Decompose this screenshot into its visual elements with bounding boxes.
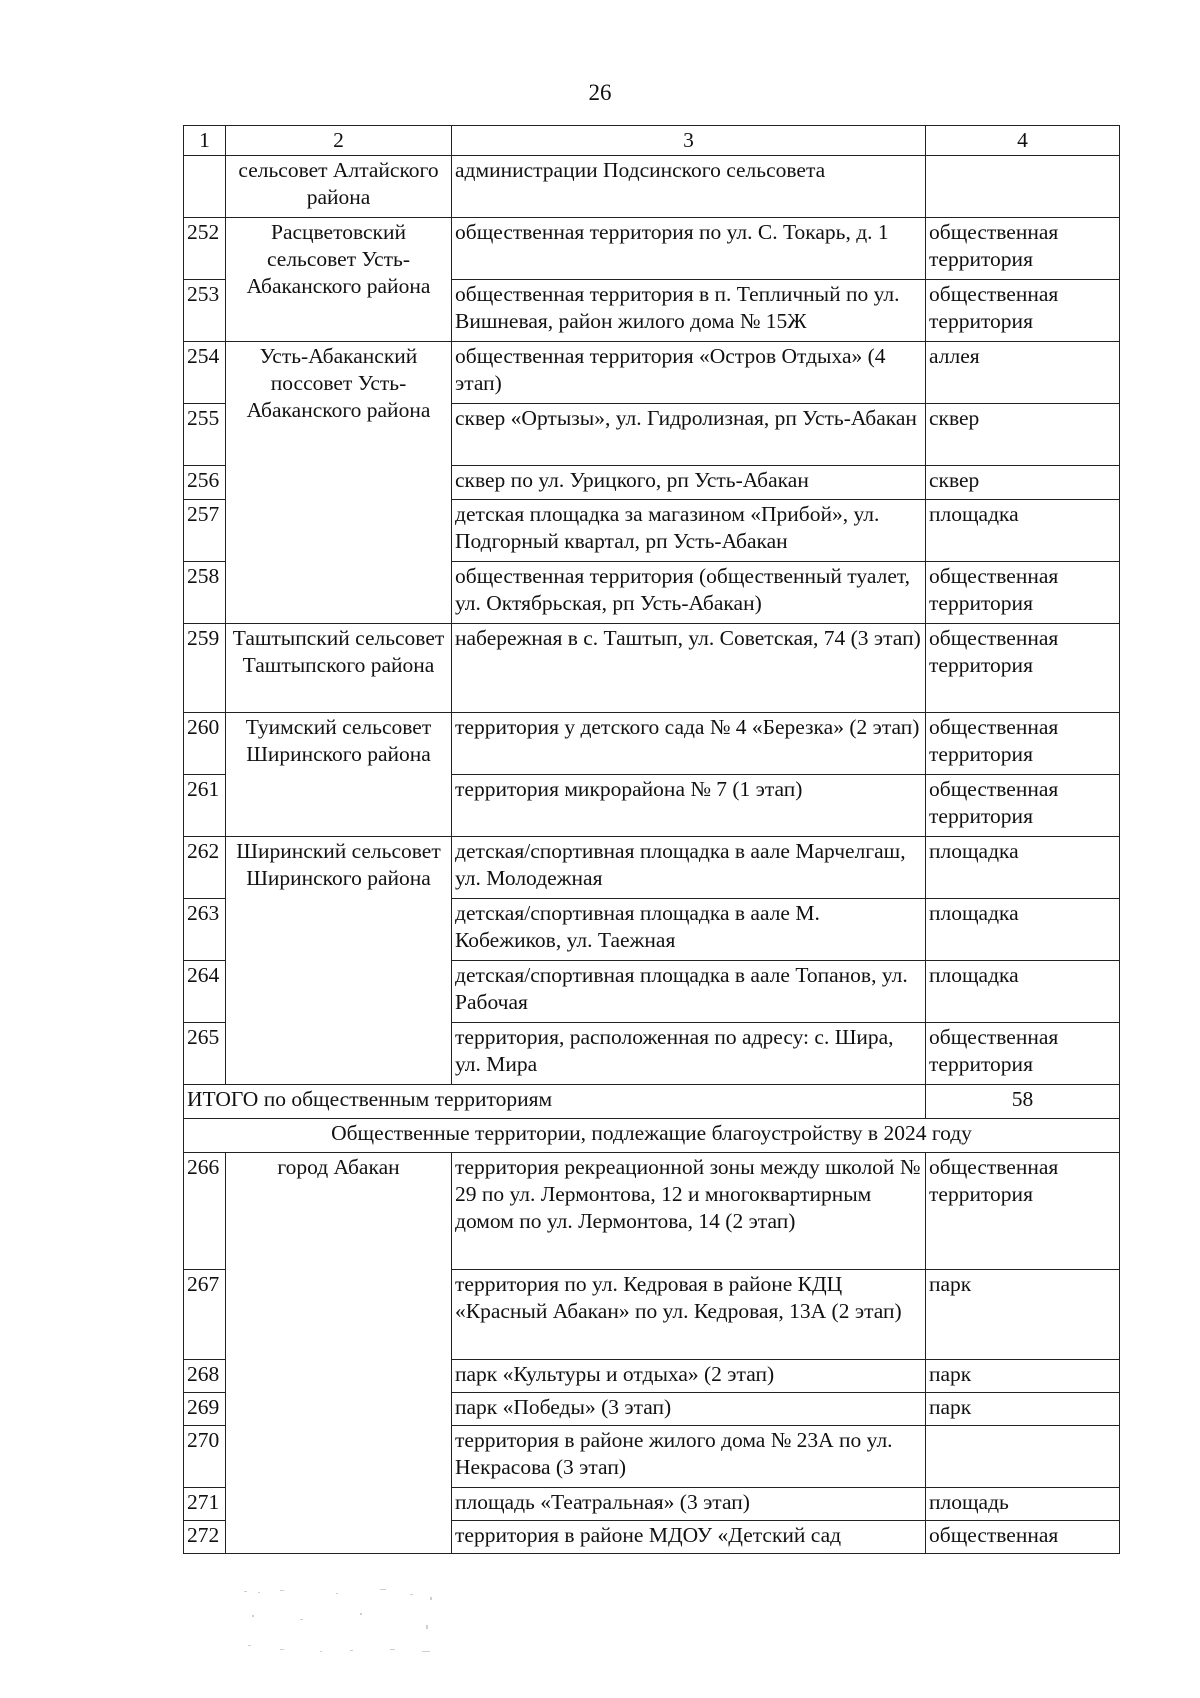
row-number: 271 (184, 1488, 226, 1521)
object-cell: администрации Подсинского сельсовета (452, 156, 926, 218)
row-number: 258 (184, 562, 226, 624)
type-cell: общественная территория (926, 624, 1120, 713)
header-col-2: 2 (226, 126, 452, 156)
district-cell: город Абакан (226, 1153, 452, 1554)
district-cell: Ширинский сельсовет Ширинского района (226, 837, 452, 1085)
district-cell: Таштыпский сельсовет Таштыпского района (226, 624, 452, 713)
object-cell: территория, расположенная по адресу: с. Шира, ул. Мира (452, 1023, 926, 1085)
object-cell: территория микрорайона № 7 (1 этап) (452, 775, 926, 837)
row-number: 257 (184, 500, 226, 562)
object-cell: парк «Культуры и отдыха» (2 этап) (452, 1360, 926, 1393)
type-cell: площадка (926, 500, 1120, 562)
row-number: 269 (184, 1393, 226, 1426)
type-cell: площадка (926, 837, 1120, 899)
scan-noise (240, 1585, 455, 1665)
row-number: 266 (184, 1153, 226, 1270)
total-row (184, 1085, 1120, 1119)
row-number: 261 (184, 775, 226, 837)
table-row (184, 624, 1120, 713)
object-cell: детская/спортивная площадка в аале Топанов, ул. Рабочая (452, 961, 926, 1023)
type-cell: парк (926, 1360, 1120, 1393)
type-cell: площадка (926, 899, 1120, 961)
row-number: 254 (184, 342, 226, 404)
header-col-4: 4 (926, 126, 1120, 156)
object-cell: территория в районе МДОУ «Детский сад (452, 1521, 926, 1554)
table-row (184, 837, 1120, 899)
object-cell: детская/спортивная площадка в аале Марчелгаш, ул. Молодежная (452, 837, 926, 899)
object-cell: общественная территория по ул. С. Токарь, д. 1 (452, 218, 926, 280)
object-cell: парк «Победы» (3 этап) (452, 1393, 926, 1426)
object-cell: территория в районе жилого дома № 23А по ул. Некрасова (3 этап) (452, 1426, 926, 1488)
object-cell: территория рекреационной зоны между школой № 29 по ул. Лермонтова, 12 и многоквартирным домом по ул. Лермонтова, 14 (2 этап) (452, 1153, 926, 1270)
row-number: 267 (184, 1270, 226, 1360)
object-cell: детская площадка за магазином «Прибой», ул. Подгорный квартал, рп Усть-Абакан (452, 500, 926, 562)
district-cell: сельсовет Алтайского района (226, 156, 452, 218)
table-row (184, 1153, 1120, 1270)
type-cell: общественная территория (926, 1023, 1120, 1085)
row-number: 260 (184, 713, 226, 775)
object-cell: набережная в с. Таштып, ул. Советская, 74 (3 этап) (452, 624, 926, 713)
district-cell: Расцветовский сельсовет Усть-Абаканского района (226, 218, 452, 342)
type-cell: сквер (926, 404, 1120, 466)
row-number: 265 (184, 1023, 226, 1085)
total-label: ИТОГО по общественным территориям (184, 1085, 926, 1119)
row-number: 253 (184, 280, 226, 342)
district-cell: Усть-Абаканский поссовет Усть-Абаканского района (226, 342, 452, 624)
table-row (184, 218, 1120, 280)
total-value: 58 (926, 1085, 1120, 1119)
objects-table (183, 125, 1120, 1554)
row-number: 264 (184, 961, 226, 1023)
type-cell: общественная территория (926, 775, 1120, 837)
type-cell: парк (926, 1393, 1120, 1426)
row-number: 252 (184, 218, 226, 280)
type-cell (926, 1426, 1120, 1488)
section-title: Общественные территории, подлежащие благоустройству в 2024 году (184, 1119, 1120, 1153)
type-cell: площадь (926, 1488, 1120, 1521)
object-cell: площадь «Театральная» (3 этап) (452, 1488, 926, 1521)
type-cell (926, 156, 1120, 218)
object-cell: общественная территория в п. Тепличный по ул. Вишневая, район жилого дома № 15Ж (452, 280, 926, 342)
object-cell: территория по ул. Кедровая в районе КДЦ «Красный Абакан» по ул. Кедровая, 13А (2 этап) (452, 1270, 926, 1360)
object-cell: сквер «Ортызы», ул. Гидролизная, рп Усть-Абакан (452, 404, 926, 466)
header-col-1: 1 (184, 126, 226, 156)
row-number: 268 (184, 1360, 226, 1393)
type-cell: общественная территория (926, 1153, 1120, 1270)
object-cell: общественная территория (общественный туалет, ул. Октябрьская, рп Усть-Абакан) (452, 562, 926, 624)
table-header-row (184, 126, 1120, 156)
header-col-3: 3 (452, 126, 926, 156)
type-cell: парк (926, 1270, 1120, 1360)
row-number: 263 (184, 899, 226, 961)
row-number: 270 (184, 1426, 226, 1488)
type-cell: общественная (926, 1521, 1120, 1554)
object-cell: детская/спортивная площадка в аале М. Кобежиков, ул. Таежная (452, 899, 926, 961)
type-cell: сквер (926, 466, 1120, 500)
row-number: 272 (184, 1521, 226, 1554)
type-cell: аллея (926, 342, 1120, 404)
page-number: 26 (588, 80, 612, 105)
row-number: 259 (184, 624, 226, 713)
row-number: 262 (184, 837, 226, 899)
table-row (184, 342, 1120, 404)
type-cell: общественная территория (926, 713, 1120, 775)
type-cell: общественная территория (926, 562, 1120, 624)
object-cell: общественная территория «Остров Отдыха» (4 этап) (452, 342, 926, 404)
section-row (184, 1119, 1120, 1153)
row-number: 255 (184, 404, 226, 466)
type-cell: общественная территория (926, 218, 1120, 280)
type-cell: общественная территория (926, 280, 1120, 342)
object-cell: сквер по ул. Урицкого, рп Усть-Абакан (452, 466, 926, 500)
district-cell: Туимский сельсовет Ширинского района (226, 713, 452, 837)
row-number (184, 156, 226, 218)
object-cell: территория у детского сада № 4 «Березка» (2 этап) (452, 713, 926, 775)
table-row (184, 156, 1120, 218)
table-row (184, 713, 1120, 775)
type-cell: площадка (926, 961, 1120, 1023)
row-number: 256 (184, 466, 226, 500)
